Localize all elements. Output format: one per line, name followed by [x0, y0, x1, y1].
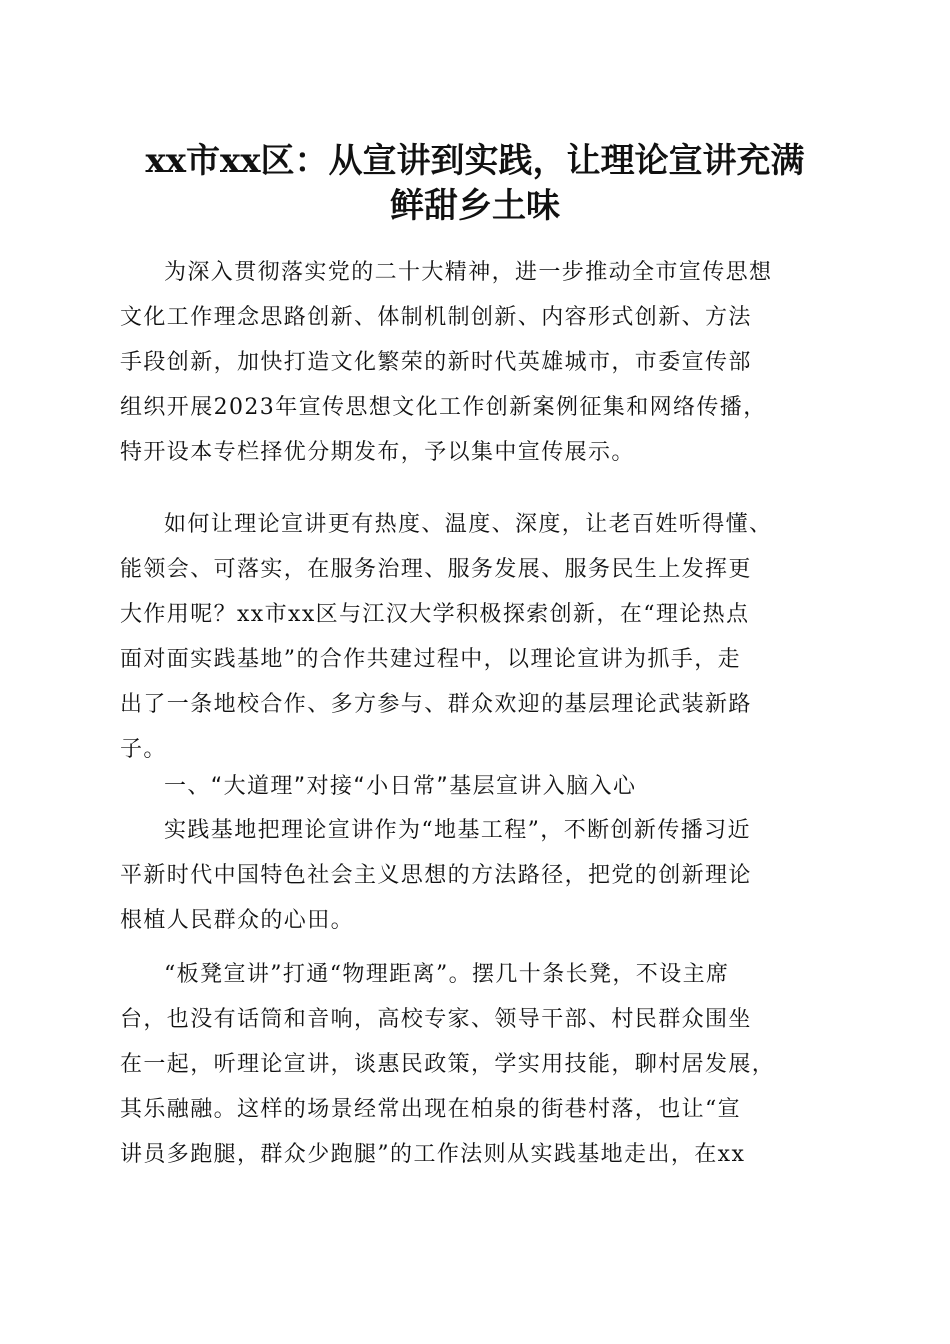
paragraph-line: 实践基地把理论宣讲作为“地基工程”，不断创新传播习近 — [164, 818, 751, 843]
section-heading — [120, 764, 840, 809]
paragraph-line: “板凳宣讲”打通“物理距离”。摆几十条长凳，不设主席 — [164, 962, 730, 987]
paragraph-line: 面对面实践基地”的合作共建过程中，以理论宣讲为抓手，走 — [120, 647, 742, 672]
question-paragraph — [120, 502, 840, 772]
paragraph-line: 组织开展2023年宣传思想文化工作创新案例征集和网络传播， — [120, 395, 767, 420]
paragraph-line: 能领会、可落实，在服务治理、服务发展、服务民生上发挥更 — [120, 557, 752, 582]
intro-paragraph — [120, 250, 840, 475]
paragraph-line: 子。 — [120, 737, 167, 762]
paragraph-line: 平新时代中国特色社会主义思想的方法路径，把党的创新理论 — [120, 863, 752, 888]
paragraph-line: 文化工作理念思路创新、体制机制创新、内容形式创新、方法 — [120, 305, 752, 330]
paragraph-line: 其乐融融。这样的场景经常出现在柏泉的街巷村落，也让“宣 — [120, 1097, 742, 1122]
paragraph-line: 大作用呢？xx市xx区与江汉大学积极探索创新，在“理论热点 — [120, 602, 750, 627]
paragraph-line: 为深入贯彻落实党的二十大精神，进一步推动全市宣传思想 — [164, 260, 773, 285]
section-paragraph — [120, 952, 840, 1177]
paragraph-line: 特开设本专栏择优分期发布，予以集中宣传展示。 — [120, 440, 635, 465]
section-heading-text: 一、“大道理”对接“小日常”基层宣讲入脑入心 — [164, 774, 637, 799]
section-paragraph — [120, 808, 840, 943]
paragraph-line: 出了一条地校合作、多方参与、群众欢迎的基层理论武装新路 — [120, 692, 752, 717]
paragraph-line: 手段创新，加快打造文化繁荣的新时代英雄城市，市委宣传部 — [120, 350, 752, 375]
paragraph-line: 在一起，听理论宣讲，谈惠民政策，学实用技能，聊村居发展， — [120, 1052, 776, 1077]
document-title-line-1: xx市xx区：从宣讲到实践，让理论宣讲充满 — [145, 141, 805, 181]
paragraph-line: 台，也没有话筒和音响，高校专家、领导干部、村民群众围坐 — [120, 1007, 752, 1032]
paragraph-line: 如何让理论宣讲更有热度、温度、深度，让老百姓听得懂、 — [164, 512, 773, 537]
document-title-line-2: 鲜甜乡土味 — [390, 186, 560, 226]
paragraph-line: 讲员多跑腿，群众少跑腿”的工作法则从实践基地走出，在xx — [120, 1142, 746, 1167]
paragraph-line: 根植人民群众的心田。 — [120, 908, 355, 933]
